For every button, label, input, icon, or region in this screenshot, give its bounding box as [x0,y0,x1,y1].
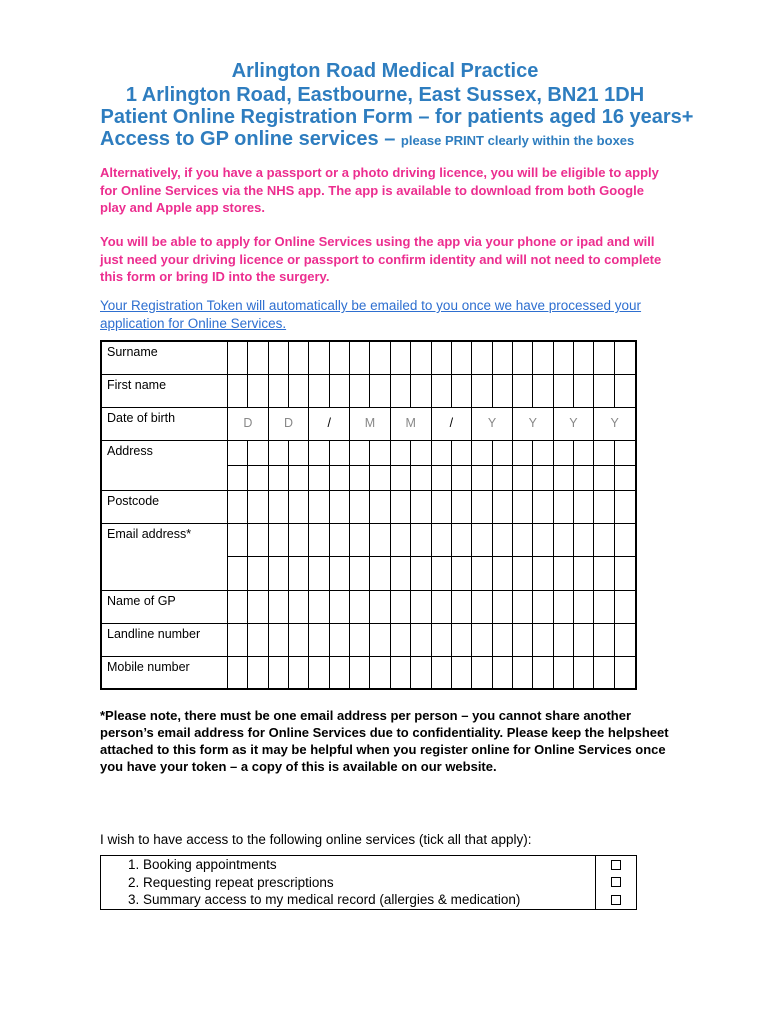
gp-input[interactable] [228,591,635,623]
char-box[interactable] [472,466,492,491]
char-box[interactable] [289,466,309,491]
practice-name: Arlington Road Medical Practice [231,60,539,82]
char-box[interactable] [309,466,329,491]
char-box[interactable] [370,342,390,374]
char-box[interactable] [330,624,350,656]
char-box[interactable] [513,441,533,466]
char-box[interactable] [411,657,431,688]
char-box[interactable] [370,624,390,656]
char-box[interactable] [330,466,350,491]
char-box[interactable] [472,491,492,523]
dob-box[interactable]: D [269,408,310,440]
char-box[interactable] [350,342,370,374]
char-box[interactable] [594,466,614,491]
char-box[interactable] [594,557,614,590]
char-box[interactable] [554,657,574,688]
dob-box[interactable]: M [350,408,391,440]
char-box[interactable] [554,557,574,590]
char-box[interactable] [350,557,370,590]
service-label: 1. Booking appointments [101,856,596,874]
char-box[interactable] [411,441,431,466]
char-box[interactable] [391,624,411,656]
gp-row [102,591,635,624]
char-box[interactable] [615,466,635,491]
char-box[interactable] [432,557,452,590]
char-box[interactable] [269,491,289,523]
char-box[interactable] [574,591,594,623]
char-box[interactable] [289,524,309,557]
char-box[interactable] [452,375,472,407]
char-box[interactable] [615,557,635,590]
service-row [101,891,636,909]
char-box[interactable] [350,657,370,688]
char-box[interactable] [370,375,390,407]
char-box[interactable] [330,524,350,557]
postcode-input[interactable] [228,491,635,523]
char-box[interactable] [228,466,248,491]
gp-label: Name of GP [102,591,228,623]
dob-separator: / [432,408,473,440]
char-box[interactable] [472,342,492,374]
char-box[interactable] [493,466,513,491]
char-box[interactable] [574,342,594,374]
char-box[interactable] [248,657,268,688]
char-box[interactable] [554,591,574,623]
char-box[interactable] [330,375,350,407]
char-box[interactable] [309,342,329,374]
char-box[interactable] [493,591,513,623]
char-box[interactable] [594,342,614,374]
char-box[interactable] [289,375,309,407]
char-box[interactable] [615,491,635,523]
char-box[interactable] [533,524,553,557]
char-box[interactable] [554,375,574,407]
char-box[interactable] [513,375,533,407]
dob-box[interactable]: Y [472,408,513,440]
char-box[interactable] [513,591,533,623]
char-box[interactable] [452,591,472,623]
practice-address: 1 Arlington Road, Eastbourne, East Sussex, BN21 1DH [125,84,645,106]
landline-input[interactable] [228,624,635,656]
address-label: Address [102,441,228,490]
char-box[interactable] [594,441,614,466]
char-box[interactable] [432,624,452,656]
dob-label: Date of birth [102,408,228,440]
intro-paragraph-2: You will be able to apply for Online Services using the app via your phone or ipad and will just need your driving licence or passport to confirm identity and will not need to complete this form or bring ID into the surgery. [100,234,662,284]
char-box[interactable] [309,557,329,590]
char-box[interactable] [228,591,248,623]
char-box[interactable] [269,524,289,557]
service-row [101,856,636,874]
char-box[interactable] [574,375,594,407]
landline-row [102,624,635,657]
form-title: Patient Online Registration Form – for patients aged 16 years+ [100,106,694,128]
char-box[interactable] [309,524,329,557]
char-box[interactable] [330,342,350,374]
char-box[interactable] [370,557,390,590]
char-box[interactable] [411,375,431,407]
char-box[interactable] [248,624,268,656]
char-box[interactable] [370,466,390,491]
dob-box[interactable]: Y [513,408,554,440]
char-box[interactable] [452,557,472,590]
char-box[interactable] [289,441,309,466]
char-box[interactable] [615,375,635,407]
char-box[interactable] [513,491,533,523]
postcode-row [102,491,635,524]
char-box[interactable] [472,591,492,623]
char-box[interactable] [452,491,472,523]
char-box[interactable] [309,441,329,466]
char-box[interactable] [533,375,553,407]
char-box[interactable] [594,624,614,656]
char-box[interactable] [309,591,329,623]
address-row [102,441,635,491]
dob-input[interactable] [228,408,635,440]
char-box[interactable] [370,524,390,557]
char-box[interactable] [330,557,350,590]
char-box[interactable] [493,342,513,374]
first-name-input[interactable] [228,375,635,407]
char-box[interactable] [615,342,635,374]
char-box[interactable] [309,624,329,656]
char-box[interactable] [615,524,635,557]
char-box[interactable] [228,491,248,523]
char-box[interactable] [309,657,329,688]
char-box[interactable] [554,466,574,491]
char-box[interactable] [391,342,411,374]
char-box[interactable] [411,466,431,491]
dob-separator: / [309,408,350,440]
char-box[interactable] [493,491,513,523]
mobile-row [102,657,635,688]
char-box[interactable] [452,441,472,466]
email-input-line-1[interactable] [228,524,635,557]
char-box[interactable] [411,557,431,590]
char-box[interactable] [248,591,268,623]
char-box[interactable] [309,491,329,523]
services-table [100,855,637,910]
char-box[interactable] [289,657,309,688]
char-box[interactable] [472,557,492,590]
char-box[interactable] [472,624,492,656]
char-box[interactable] [432,342,452,374]
char-box[interactable] [411,591,431,623]
form-subtitle [100,128,634,152]
char-box[interactable] [350,375,370,407]
char-box[interactable] [574,524,594,557]
char-box[interactable] [391,441,411,466]
char-box[interactable] [228,342,248,374]
char-box[interactable] [533,441,553,466]
char-box[interactable] [513,524,533,557]
char-box[interactable] [391,591,411,623]
char-box[interactable] [533,557,553,590]
registration-token-note: Your Registration Token will automatically be emailed to you once we have processed your application for Online Services. [100,298,642,331]
char-box[interactable] [330,491,350,523]
char-box[interactable] [289,591,309,623]
char-box[interactable] [432,491,452,523]
char-box[interactable] [574,657,594,688]
char-box[interactable] [513,557,533,590]
char-box[interactable] [269,591,289,623]
char-box[interactable] [370,491,390,523]
char-box[interactable] [248,342,268,374]
char-box[interactable] [574,441,594,466]
mobile-input[interactable] [228,657,635,688]
landline-label: Landline number [102,624,228,656]
char-box[interactable] [472,524,492,557]
char-box[interactable] [513,657,533,688]
char-box[interactable] [554,342,574,374]
char-box[interactable] [370,441,390,466]
char-box[interactable] [452,624,472,656]
dob-row [102,408,635,441]
char-box[interactable] [615,657,635,688]
subtitle-instruction: please PRINT clearly within the boxes [400,133,635,148]
char-box[interactable] [350,624,370,656]
char-box[interactable] [432,591,452,623]
char-box[interactable] [533,342,553,374]
char-box[interactable] [432,466,452,491]
char-box[interactable] [493,624,513,656]
char-box[interactable] [513,624,533,656]
char-box[interactable] [228,557,248,590]
char-box[interactable] [391,557,411,590]
char-box[interactable] [554,624,574,656]
char-box[interactable] [472,375,492,407]
dob-box[interactable]: M [391,408,432,440]
email-input-line-2[interactable] [228,557,635,590]
address-input-line-2[interactable] [228,466,635,491]
char-box[interactable] [452,466,472,491]
char-box[interactable] [411,524,431,557]
mobile-label: Mobile number [102,657,228,688]
postcode-label: Postcode [102,491,228,523]
address-input-line-1[interactable] [228,441,635,466]
service-label: 2. Requesting repeat prescriptions [101,874,596,892]
char-box[interactable] [493,557,513,590]
char-box[interactable] [452,657,472,688]
char-box[interactable] [269,657,289,688]
char-box[interactable] [228,441,248,466]
char-box[interactable] [289,342,309,374]
char-box[interactable] [330,657,350,688]
char-box[interactable] [493,524,513,557]
char-box[interactable] [513,342,533,374]
char-box[interactable] [269,342,289,374]
char-box[interactable] [228,657,248,688]
char-box[interactable] [493,375,513,407]
checkbox[interactable] [611,877,621,887]
char-box[interactable] [350,466,370,491]
char-box[interactable] [574,624,594,656]
char-box[interactable] [533,624,553,656]
char-box[interactable] [594,657,614,688]
char-box[interactable] [391,657,411,688]
char-box[interactable] [615,441,635,466]
checkbox[interactable] [611,895,621,905]
char-box[interactable] [472,441,492,466]
char-box[interactable] [432,657,452,688]
char-box[interactable] [574,557,594,590]
char-box[interactable] [594,491,614,523]
char-box[interactable] [554,441,574,466]
char-box[interactable] [248,524,268,557]
char-box[interactable] [493,441,513,466]
char-box[interactable] [472,657,492,688]
char-box[interactable] [432,375,452,407]
char-box[interactable] [289,491,309,523]
surname-label: Surname [102,342,228,374]
char-box[interactable] [391,466,411,491]
email-note: *Please note, there must be one email address per person – you cannot share another person’s email address for Online Services due to confidentiality. Please keep the helpsheet attached to this form as it may be helpful when you register online for Online Services once you have your token – a copy of this is available on our website. [100,708,669,774]
subtitle-main: Access to GP online services – [100,128,396,150]
char-box[interactable] [513,466,533,491]
checkbox[interactable] [611,860,621,870]
char-box[interactable] [554,491,574,523]
char-box[interactable] [411,491,431,523]
char-box[interactable] [432,441,452,466]
char-box[interactable] [269,624,289,656]
surname-row [102,342,635,375]
char-box[interactable] [309,375,329,407]
char-box[interactable] [452,524,472,557]
char-box[interactable] [391,375,411,407]
service-row [101,874,636,892]
char-box[interactable] [248,375,268,407]
char-box[interactable] [269,557,289,590]
char-box[interactable] [289,624,309,656]
char-box[interactable] [594,375,614,407]
char-box[interactable] [391,491,411,523]
char-box[interactable] [289,557,309,590]
char-box[interactable] [411,624,431,656]
dob-box[interactable]: Y [554,408,595,440]
char-box[interactable] [533,591,553,623]
char-box[interactable] [411,342,431,374]
char-box[interactable] [269,441,289,466]
char-box[interactable] [391,524,411,557]
email-row [102,524,635,591]
char-box[interactable] [248,491,268,523]
char-box[interactable] [370,657,390,688]
char-box[interactable] [432,524,452,557]
service-label: 3. Summary access to my medical record (allergies & medication) [101,891,596,909]
char-box[interactable] [554,524,574,557]
surname-input[interactable] [228,342,635,374]
char-box[interactable] [269,466,289,491]
first-name-row [102,375,635,408]
registration-form [100,340,637,690]
char-box[interactable] [574,491,594,523]
char-box[interactable] [533,657,553,688]
dob-box[interactable]: Y [610,416,619,430]
char-box[interactable] [370,591,390,623]
char-box[interactable] [330,441,350,466]
char-box[interactable] [228,524,248,557]
char-box[interactable] [493,657,513,688]
char-box[interactable] [248,441,268,466]
char-box[interactable] [594,524,614,557]
char-box[interactable] [615,624,635,656]
dob-box[interactable]: D [228,408,269,440]
char-box[interactable] [533,466,553,491]
char-box[interactable] [228,375,248,407]
char-box[interactable] [350,441,370,466]
char-box[interactable] [228,624,248,656]
char-box[interactable] [615,591,635,623]
intro-paragraph-1: Alternatively, if you have a passport or a photo driving licence, you will be eligible to apply for Online Services via the NHS app. The app is available to download from both Google play and Apple app stores. [100,165,659,215]
services-intro: I wish to have access to the following online services (tick all that apply): [100,832,532,847]
char-box[interactable] [594,591,614,623]
char-box[interactable] [533,491,553,523]
email-label: Email address* [102,524,228,590]
char-box[interactable] [248,557,268,590]
char-box[interactable] [350,491,370,523]
char-box[interactable] [574,466,594,491]
char-box[interactable] [350,591,370,623]
char-box[interactable] [248,466,268,491]
char-box[interactable] [269,375,289,407]
char-box[interactable] [452,342,472,374]
char-box[interactable] [350,524,370,557]
first-name-label: First name [102,375,228,407]
char-box[interactable] [330,591,350,623]
